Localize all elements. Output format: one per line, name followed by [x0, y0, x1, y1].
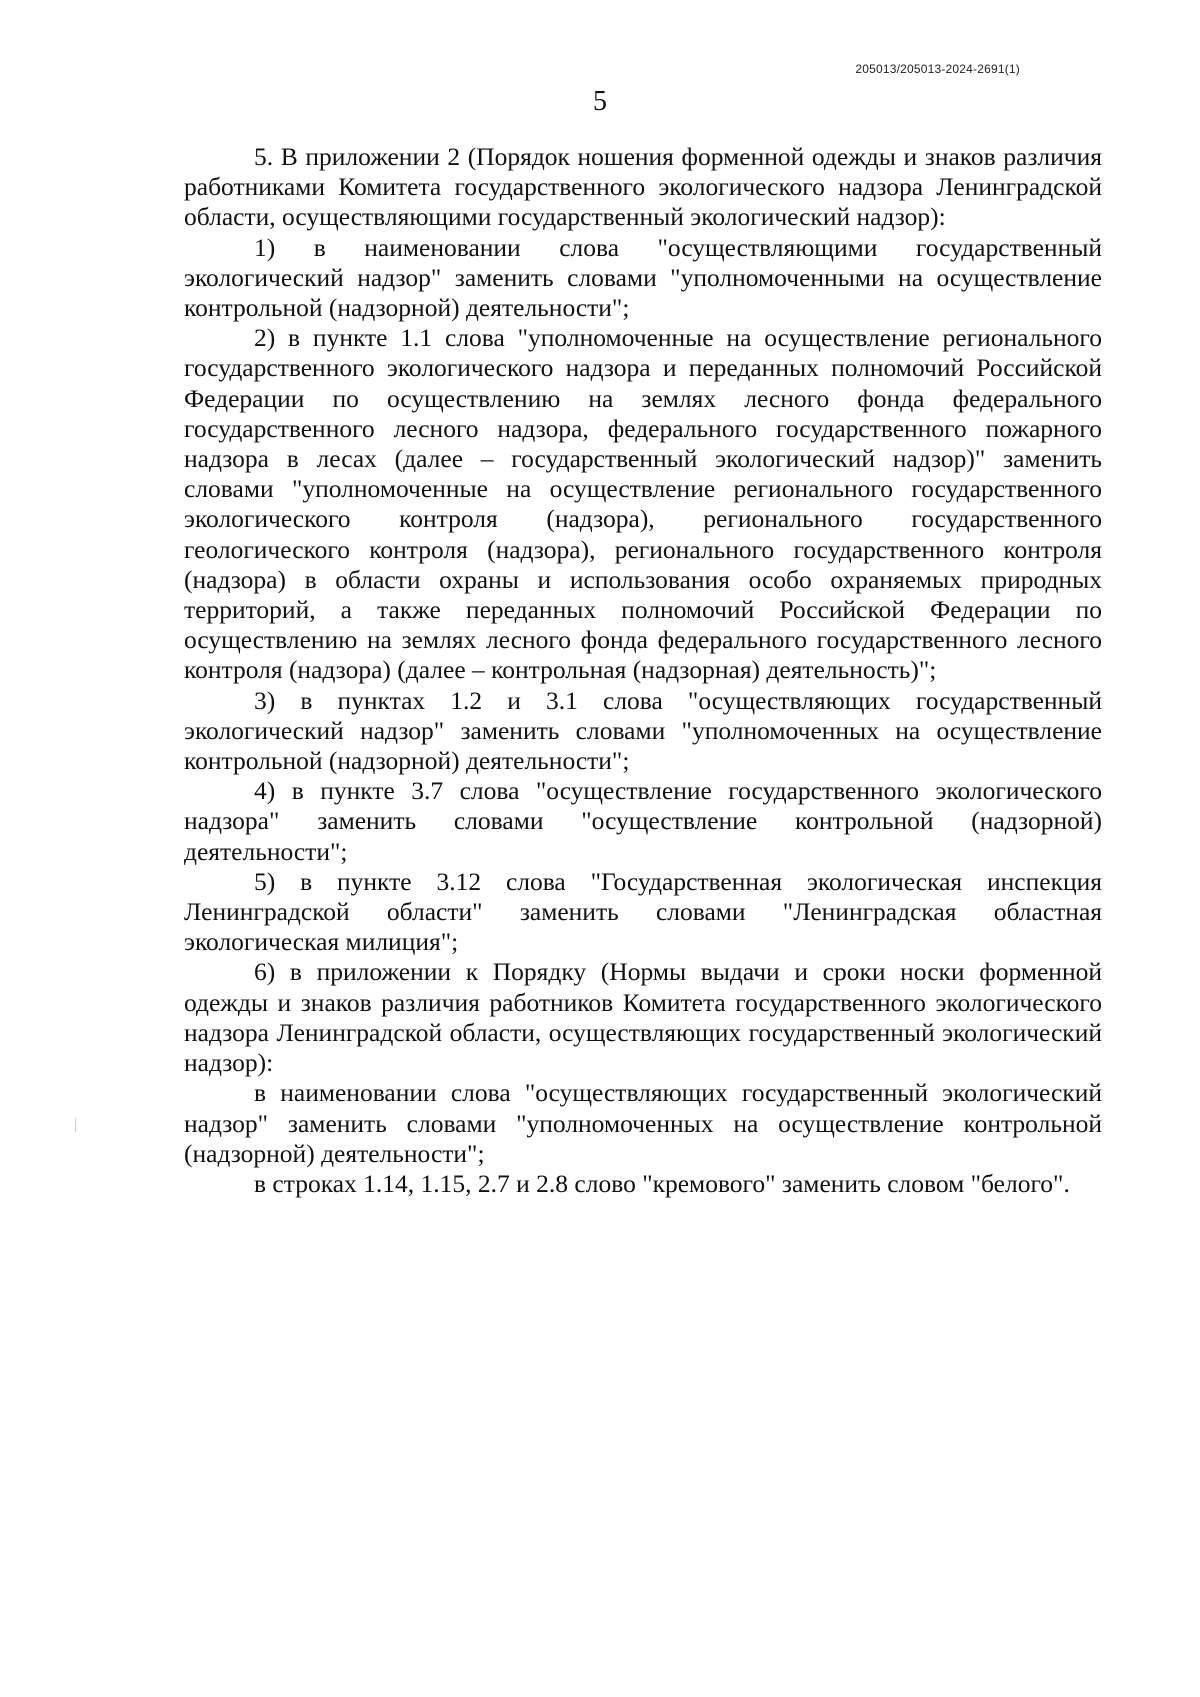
subitem-3: 3) в пунктах 1.2 и 3.1 слова "осуществляющих государственный экологический надзор" заменить словами "уполномоченных на осуществление контрольной (надзорной) деятельности"; [184, 685, 1102, 776]
subitem-6: 6) в приложении к Порядку (Нормы выдачи и сроки носки форменной одежды и знаков различия работников Комитета государственного экологического надзора Ленинградской области, осуществляющих государственный экологический надзор): [184, 957, 1102, 1078]
scan-margin-mark [75, 1118, 76, 1132]
subitem-6-title-change: в наименовании слова "осуществляющих государственный экологический надзор" заменить словами "уполномоченных на осуществление контрольной (надзорной) деятельности"; [184, 1078, 1102, 1168]
subitem-5: 5) в пункте 3.12 слова "Государственная экологическая инспекция Ленинградской области" заменить словами "Ленинградская областная экологическая милиция"; [184, 866, 1102, 957]
subitem-2: 2) в пункте 1.1 слова "уполномоченные на осуществление регионального государственного экологического надзора и переданных полномочий Российской Федерации по осуществлению на землях лесного фонда федерального государственного лесного надзора, федерального государственного пожарного надзора в лесах (далее – государственный экологический надзор)" заменить словами "уполномоченные на осуществление регионального государственного экологического контроля (надзора), регионального государственного геологического контроля (надзора), регионального государственного контроля (надзора) в области охраны и использования особо охраняемых природных территорий, а также переданных полномочий Российской Федерации по осуществлению на землях лесного фонда федерального государственного лесного контроля (надзора) (далее – контрольная (надзорная) деятельность)"; [184, 323, 1102, 685]
subitem-4: 4) в пункте 3.7 слова "осуществление государственного экологического надзора" заменить словами "осуществление контрольной (надзорной) деятельности"; [184, 776, 1102, 866]
subitem-6-rows-change: в строках 1.14, 1.15, 2.7 и 2.8 слово "кремового" заменить словом "белого". [254, 1168, 1070, 1198]
subitem-1: 1) в наименовании слова "осуществляющими государственный экологический надзор" заменить словами "уполномоченными на осуществление контрольной (надзорной) деятельности"; [184, 232, 1102, 323]
document-id: 205013/205013-2024-2691(1) [855, 62, 1020, 76]
paragraph-item-5: 5. В приложении 2 (Порядок ношения форменной одежды и знаков различия работниками Комитета государственного экологического надзора Ленинградской области, осуществляющими государственный экологический надзор): [184, 142, 1102, 232]
document-body [184, 142, 1102, 1199]
page-number: 5 [593, 86, 607, 117]
